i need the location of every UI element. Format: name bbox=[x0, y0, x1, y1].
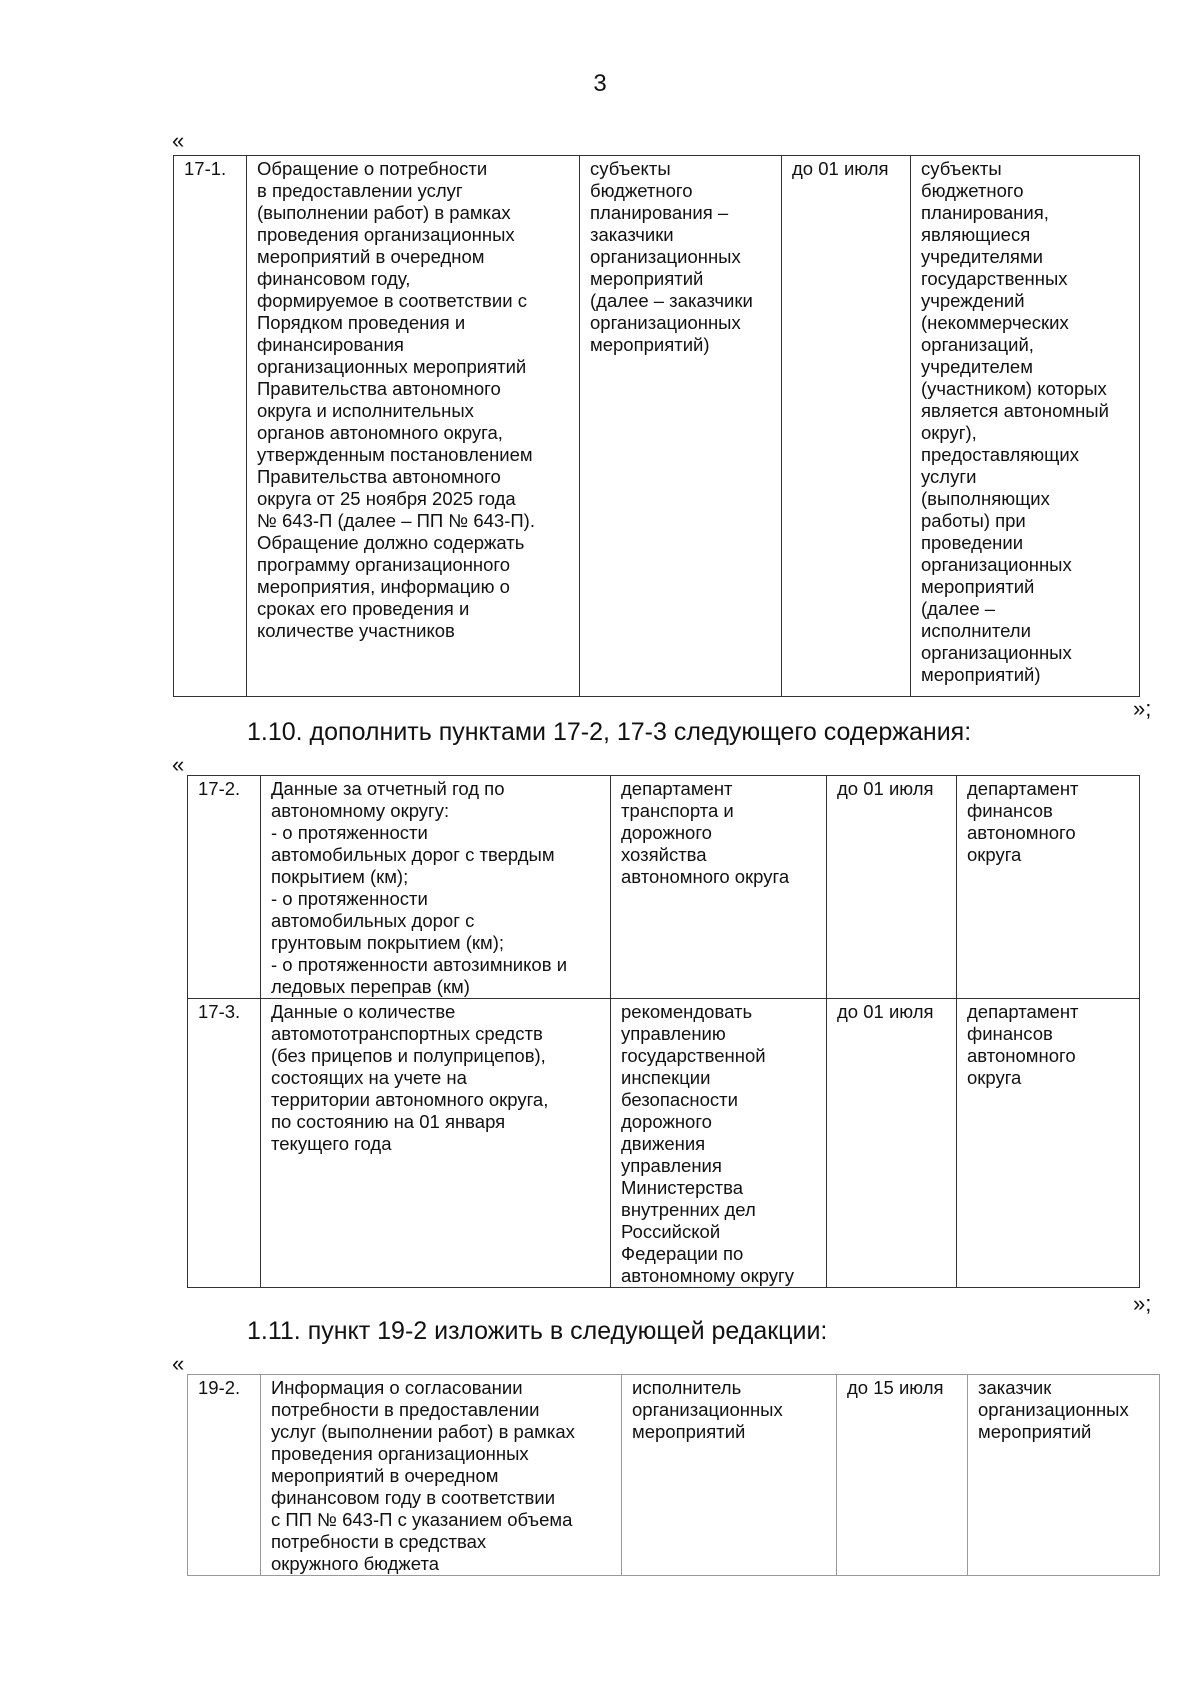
table-19-2 bbox=[187, 1374, 1160, 1576]
table-17-1 bbox=[173, 155, 1140, 697]
row-description: Данные о количестве автомототранспортных средств (без прицепов и полуприцепов), состоящих на учете на территории автономного округа, по состоянию на 01 января текущего года bbox=[261, 999, 611, 1288]
paragraph-1-11: 1.11. пункт 19-2 изложить в следующей редакции: bbox=[247, 1317, 828, 1345]
table-row bbox=[188, 1375, 1160, 1576]
table-17-2-17-3 bbox=[187, 775, 1140, 1288]
table-row bbox=[174, 156, 1140, 697]
row-recipient: заказчик организационных мероприятий bbox=[968, 1375, 1160, 1576]
page-number: 3 bbox=[593, 70, 607, 97]
row-number: 17-3. bbox=[188, 999, 261, 1288]
closing-quote: »; bbox=[1133, 696, 1152, 721]
row-provider: субъекты бюджетного планирования – заказчики организационных мероприятий (далее – заказчики организационных мероприятий) bbox=[580, 156, 782, 697]
opening-quote: « bbox=[172, 1351, 185, 1376]
row-description: Обращение о потребности в предоставлении услуг (выполнении работ) в рамках проведения организационных мероприятий в очередном финансовом году, формируемое в соответствии с Порядком проведения и финансирования организационных мероприятий Правительства автономного округа и исполнительных органов автономного округа, утвержденным постановлением Правительства автономного округа от 25 ноября 2025 года № 643-П (далее – ПП № 643-П). Обращение должно содержать программу организационного мероприятия, информацию о сроках его проведения и количестве участников bbox=[247, 156, 580, 697]
row-recipient: департамент финансов автономного округа bbox=[957, 776, 1140, 999]
row-description: Информация о согласовании потребности в предоставлении услуг (выполнении работ) в рамках проведения организационных мероприятий в очередном финансовом году в соответствии с ПП № 643-П с указанием объема потребности в средствах окружного бюджета bbox=[261, 1375, 622, 1576]
paragraph-1-10: 1.10. дополнить пунктами 17-2, 17-3 следующего содержания: bbox=[247, 718, 972, 746]
row-number: 17-2. bbox=[188, 776, 261, 999]
row-deadline: до 01 июля bbox=[782, 156, 911, 697]
opening-quote: « bbox=[172, 128, 185, 153]
opening-quote: « bbox=[172, 752, 185, 777]
row-deadline: до 15 июля bbox=[837, 1375, 968, 1576]
row-provider: департамент транспорта и дорожного хозяйства автономного округа bbox=[611, 776, 827, 999]
row-description: Данные за отчетный год по автономному округу: - о протяженности автомобильных дорог с твердым покрытием (км); - о протяженности автомобильных дорог с грунтовым покрытием (км); - о протяженности автозимников и ледовых переправ (км) bbox=[261, 776, 611, 999]
row-provider: исполнитель организационных мероприятий bbox=[622, 1375, 837, 1576]
table-row bbox=[188, 999, 1140, 1288]
row-deadline: до 01 июля bbox=[827, 999, 957, 1288]
row-number: 19-2. bbox=[188, 1375, 261, 1576]
row-recipient: департамент финансов автономного округа bbox=[957, 999, 1140, 1288]
row-provider: рекомендовать управлению государственной инспекции безопасности дорожного движения управления Министерства внутренних дел Российской Федерации по автономному округу bbox=[611, 999, 827, 1288]
row-recipient: субъекты бюджетного планирования, являющиеся учредителями государственных учреждений (некоммерческих организаций, учредителем (участником) которых является автономный округ), предоставляющих услуги (выполняющих работы) при проведении организационных мероприятий (далее – исполнители организационных мероприятий) bbox=[911, 156, 1140, 697]
row-deadline: до 01 июля bbox=[827, 776, 957, 999]
closing-quote: »; bbox=[1133, 1291, 1152, 1316]
table-row bbox=[188, 776, 1140, 999]
row-number: 17-1. bbox=[174, 156, 247, 697]
